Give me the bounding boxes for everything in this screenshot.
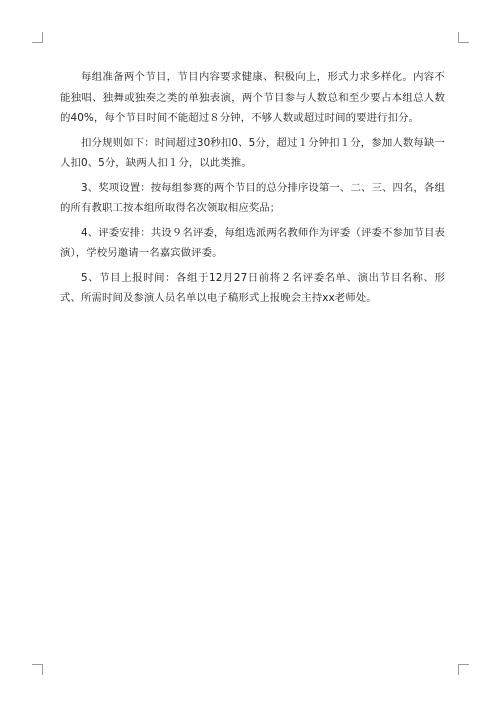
crop-mark-bottom-right	[458, 664, 469, 675]
document-body	[60, 67, 445, 313]
paragraph-submission-deadline: 5、节目上报时间：各组于12月27日前将２名评委名单、演出节目名称、形式、所需时间及参演人员名单以电子稿形式上报晚会主持xx老师处。	[60, 271, 445, 304]
crop-mark-bottom-left	[32, 664, 43, 675]
paragraph-deduction-rules: 扣分规则如下：时间超过30秒扣0、5分，超过１分钟扣１分，参加人数每缺一人扣0、5分，缺两人扣１分，以此类推。	[60, 136, 445, 169]
paragraph-judges: 4、评委安排：共设９名评委，每组选派两名教师作为评委（评委不参加节目表演），学校另邀请一名嘉宾做评委。	[60, 226, 445, 259]
crop-mark-top-left	[32, 32, 43, 43]
crop-mark-top-right	[458, 32, 469, 43]
paragraph-awards: 3、奖项设置：按每组参赛的两个节目的总分排序设第一、二、三、四名，各组的所有教职工按本组所取得名次领取相应奖品；	[60, 181, 445, 214]
paragraph-program-requirements: 每组准备两个节目，节目内容要求健康、积极向上，形式力求多样化。内容不能独唱、独舞或独奏之类的单独表演，两个节目参与人数总和至少要占本组总人数的40%，每个节目时间不能超过８分钟，不够人数或超过时间的要进行扣分。	[60, 71, 445, 124]
